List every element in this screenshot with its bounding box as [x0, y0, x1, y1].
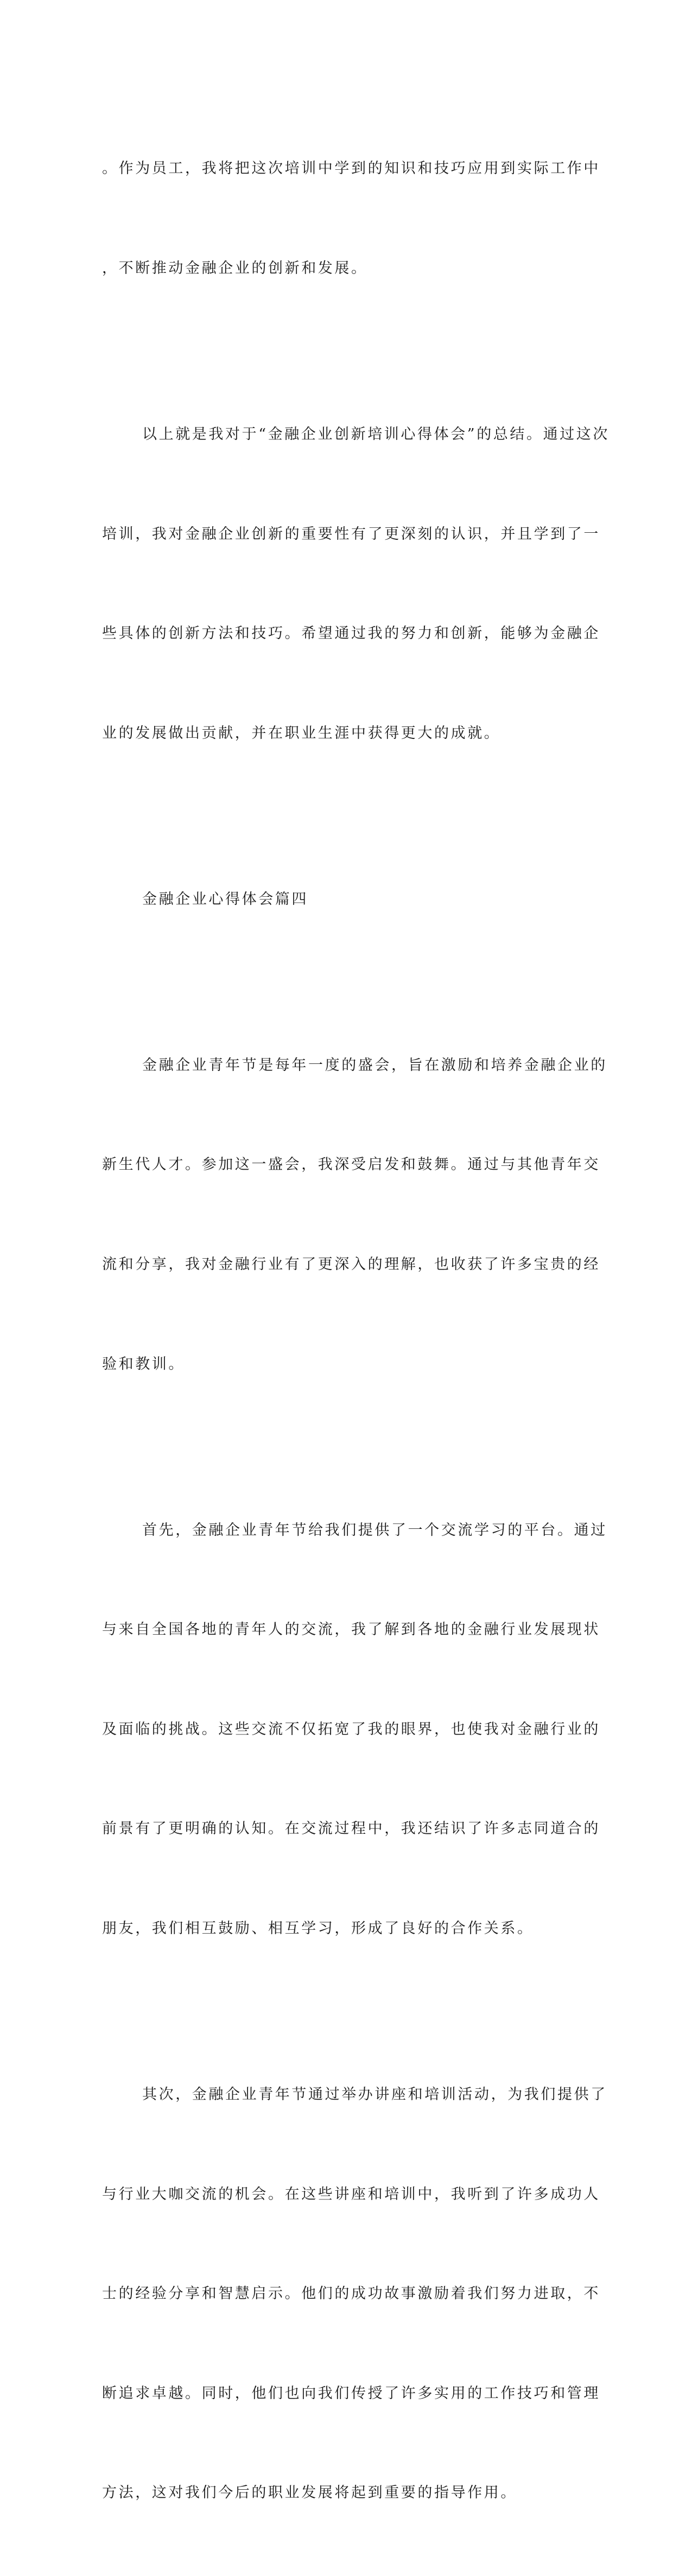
text-line: 业的发展做出贡献，并在职业生涯中获得更大的成就。 [102, 724, 501, 742]
text-line: 以上就是我对于“金融企业创新培训心得体会”的总结。通过这次 [142, 426, 610, 443]
text-line: 。作为员工，我将把这次培训中学到的知识和技巧应用到实际工作中 [102, 160, 600, 177]
text-line: 培训，我对金融企业创新的重要性有了更深刻的认识，并且学到了一 [102, 525, 600, 543]
paragraph-first [102, 1447, 607, 2011]
paragraph-intro [102, 982, 607, 1447]
text-line: ，不断推动金融企业的创新和发展。 [102, 260, 368, 277]
text-line: 金融企业青年节是每年一度的盛会，旨在激励和培养金融企业的 [142, 1056, 607, 1074]
text-line: 首先，金融企业青年节给我们提供了一个交流学习的平台。通过 [142, 1521, 607, 1539]
text-line: 其次，金融企业青年节通过举办讲座和培训活动，为我们提供了 [142, 2086, 607, 2103]
section-heading [102, 816, 582, 982]
text-line: 验和教训。 [102, 1355, 185, 1373]
text-line: 断追求卓越。同时，他们也向我们传授了许多实用的工作技巧和管理 [102, 2384, 600, 2402]
text-line: 及面临的挑战。这些交流不仅拓宽了我的眼界，也使我对金融行业的 [102, 1720, 600, 1738]
text-line: 前景有了更明确的认知。在交流过程中，我还结识了许多志同道合的 [102, 1820, 600, 1838]
text-line: 与来自全国各地的青年人的交流，我了解到各地的金融行业发展现状 [102, 1621, 600, 1638]
paragraph-summary [102, 352, 610, 817]
text-line: 方法，这对我们今后的职业发展将起到重要的指导作用。 [102, 2484, 517, 2502]
section-title: 金融企业心得体会篇四 [142, 890, 308, 908]
text-line: 朋友，我们相互鼓励、相互学习，形成了良好的合作关系。 [102, 1920, 534, 1937]
text-line: 流和分享，我对金融行业有了更深入的理解，也收获了许多宝贵的经 [102, 1255, 600, 1273]
paragraph-second [102, 2012, 607, 2576]
paragraph-continuation [102, 86, 600, 352]
text-line: 士的经验分享和智慧启示。他们的成功故事激励着我们努力进取，不 [102, 2285, 600, 2303]
text-line: 新生代人才。参加这一盛会，我深受启发和鼓舞。通过与其他青年交 [102, 1156, 600, 1174]
text-line: 些具体的创新方法和技巧。希望通过我的努力和创新，能够为金融企 [102, 625, 600, 642]
document-body [102, 86, 610, 2576]
text-line: 与行业大咖交流的机会。在这些讲座和培训中，我听到了许多成功人 [102, 2185, 600, 2203]
